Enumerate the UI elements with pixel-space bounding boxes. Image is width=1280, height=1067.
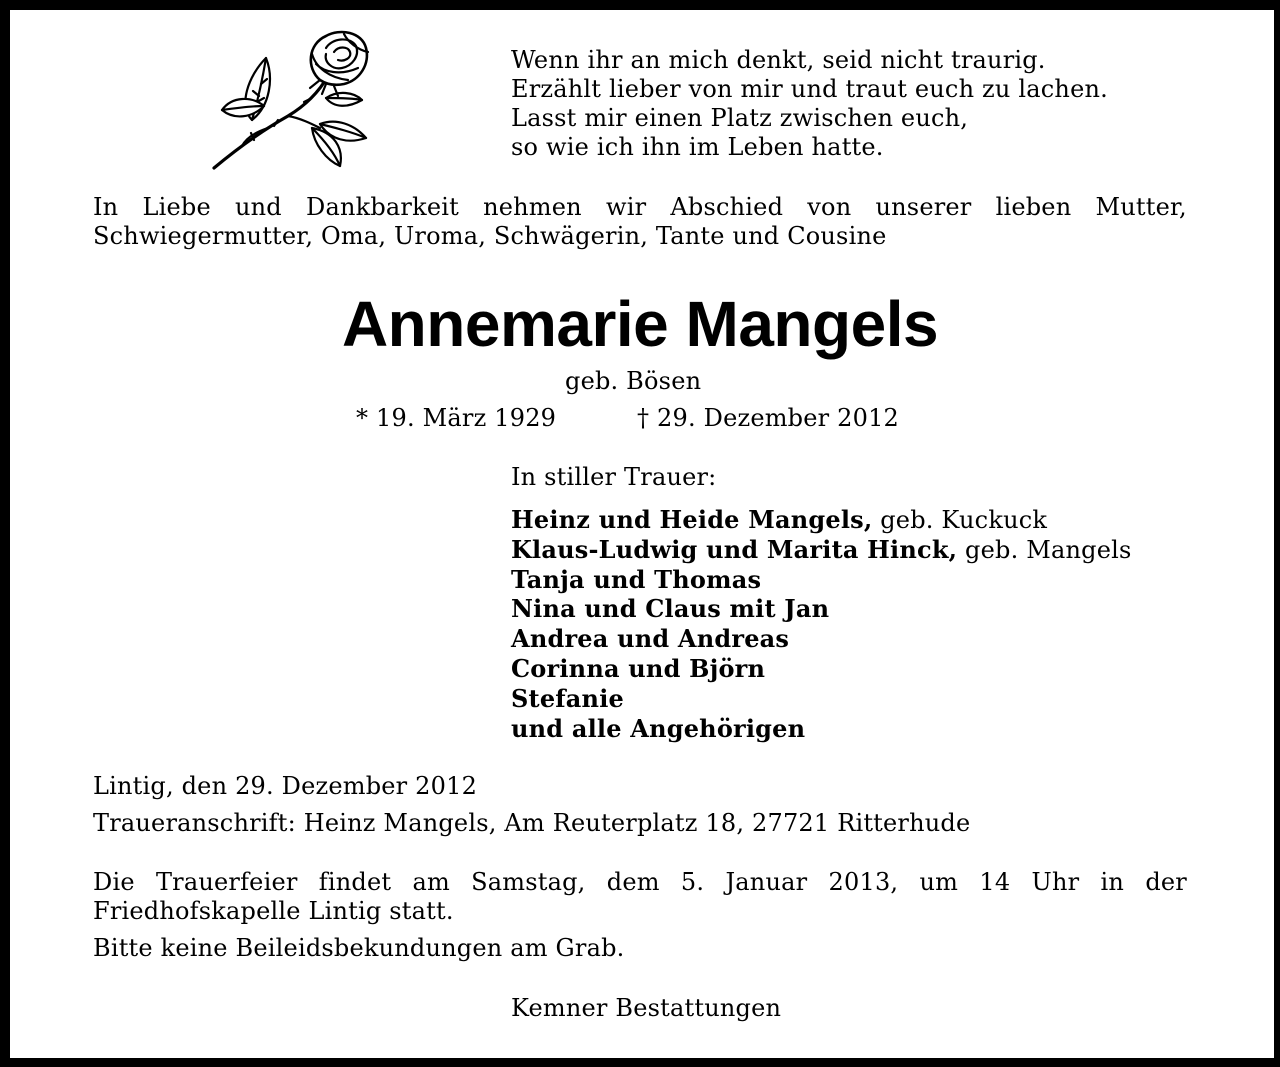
intro-line-1 [93, 193, 1187, 222]
word: Mutter, [1095, 193, 1187, 221]
mourning-label: In stiller Trauer: [511, 463, 717, 491]
poem-line: Lasst mir einen Platz zwischen euch, [511, 104, 969, 132]
mourner-line [511, 654, 1132, 684]
intro-text [93, 193, 1187, 251]
word: der [1145, 868, 1187, 896]
word: lieben [995, 193, 1072, 221]
condolence-request: Bitte keine Beileidsbekundungen am Grab. [93, 934, 625, 962]
mourner-names: Nina und Claus mit Jan [511, 594, 830, 624]
word: 2013, [828, 868, 899, 896]
word: 14 [979, 868, 1011, 896]
mourner-names: Tanja und Thomas [511, 564, 762, 594]
mourner-names: Klaus-Ludwig und Marita Hinck, [511, 534, 958, 564]
mourner-note: geb. Kuckuck [872, 506, 1048, 534]
word: unserer [875, 193, 972, 221]
word: Januar [725, 868, 808, 896]
word: Abschied [670, 193, 784, 221]
mourner-line [511, 714, 1132, 744]
mourner-line [511, 684, 1132, 714]
mourners-list [511, 505, 1132, 743]
mourner-line [511, 505, 1132, 535]
word: Samstag, [471, 868, 586, 896]
word: wir [605, 193, 647, 221]
word: 5. [680, 868, 705, 896]
poem-line: so wie ich ihn im Leben hatte. [511, 133, 884, 161]
intro-line-2: Schwiegermutter, Oma, Uroma, Schwägerin, Tante und Cousine [93, 222, 887, 250]
mourner-line [511, 565, 1132, 595]
ceremony-info [93, 868, 1187, 926]
mourner-names: und alle Angehörigen [511, 713, 806, 743]
word: um [919, 868, 959, 896]
deceased-name: Annemarie Mangels [341, 288, 939, 360]
birth-date: * 19. März 1929 [356, 404, 557, 432]
undertaker-name: Kemner Bestattungen [511, 994, 782, 1022]
word: findet [318, 868, 392, 896]
mourner-names: Corinna und Björn [511, 653, 766, 683]
word: Trauerfeier [155, 868, 298, 896]
word: am [412, 868, 450, 896]
word: in [1100, 868, 1125, 896]
maiden-name: geb. Bösen [565, 367, 702, 395]
poem [511, 46, 1108, 162]
word: Liebe [142, 193, 211, 221]
word: und [234, 193, 282, 221]
mourner-names: Stefanie [511, 683, 624, 713]
word: dem [606, 868, 660, 896]
mourning-address: Traueranschrift: Heinz Mangels, Am Reuterplatz 18, 27721 Ritterhude [93, 809, 971, 837]
rose-icon [208, 28, 374, 174]
mourner-names: Andrea und Andreas [511, 624, 790, 654]
mourner-line [511, 535, 1132, 565]
word: Die [93, 868, 135, 896]
mourner-line [511, 594, 1132, 624]
word: Uhr [1031, 868, 1080, 896]
word: von [807, 193, 852, 221]
word: Dankbarkeit [306, 193, 459, 221]
poem-line: Erzählt lieber von mir und traut euch zu lachen. [511, 75, 1108, 103]
ceremony-line-1 [93, 868, 1187, 897]
mourner-note: geb. Mangels [957, 535, 1132, 564]
word: In [93, 193, 119, 221]
place-date: Lintig, den 29. Dezember 2012 [93, 772, 478, 800]
word: nehmen [483, 193, 582, 221]
mourner-names: Heinz und Heide Mangels, [511, 505, 873, 534]
ceremony-line-2: Friedhofskapelle Lintig statt. [93, 897, 454, 925]
death-date: † 29. Dezember 2012 [637, 404, 900, 432]
poem-line: Wenn ihr an mich denkt, seid nicht traurig. [511, 46, 1046, 74]
mourner-line [511, 624, 1132, 654]
